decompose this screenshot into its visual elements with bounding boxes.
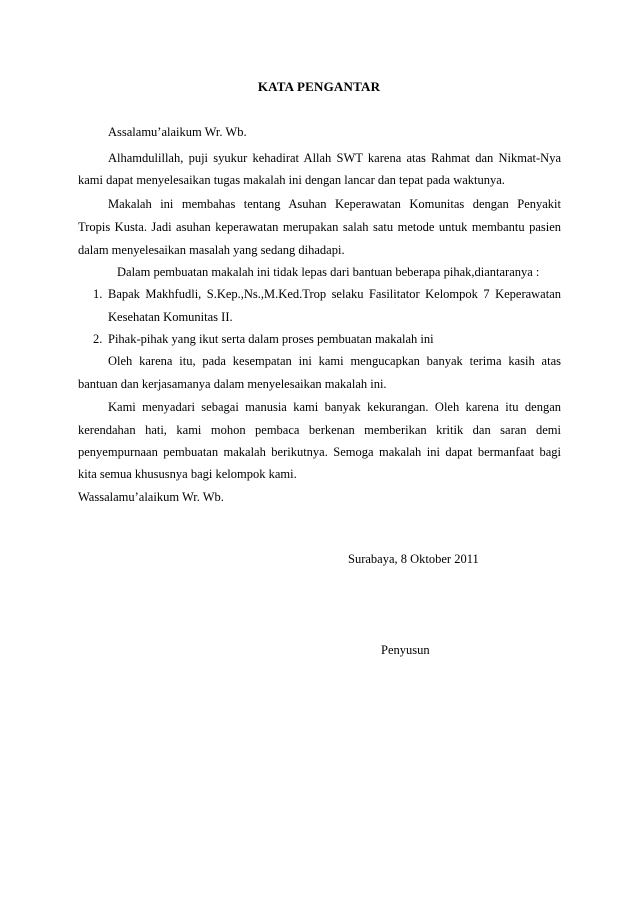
list-item-line-1: Pihak-pihak yang ikut serta dalam proses pembuatan makalah ini [108, 332, 434, 346]
place-date: Surabaya, 8 Oktober 2011 [348, 552, 479, 566]
signature-label: Penyusun [381, 643, 430, 657]
paragraph-5-line-4: kita semua khususnya bagi kelompok kami. [78, 467, 297, 481]
paragraph-1-line-1: Alhamdulillah, puji syukur kehadirat Allah SWT karena atas Rahmat dan Nikmat-Nya [108, 151, 561, 165]
paragraph-1-line-2: kami dapat menyelesaikan tugas makalah ini dengan lancar dan tepat pada waktunya. [78, 173, 505, 187]
greeting: Assalamu’alaikum Wr. Wb. [108, 125, 247, 139]
paragraph-2-line-2: Tropis Kusta. Jadi asuhan keperawatan merupakan salah satu metode untuk membantu pasien [78, 220, 561, 234]
paragraph-2-line-1: Makalah ini membahas tentang Asuhan Keperawatan Komunitas dengan Penyakit [108, 197, 561, 211]
list-item-line-1: Bapak Makhfudli, S.Kep.,Ns.,M.Ked.Trop selaku Fasilitator Kelompok 7 Keperawatan [108, 287, 561, 301]
paragraph-5-line-2: kerendahan hati, kami mohon pembaca berkenan memberikan kritik dan saran demi [78, 423, 561, 437]
paragraph-4-line-2: bantuan dan kerjasamanya dalam menyelesaikan makalah ini. [78, 377, 387, 391]
paragraph-5-line-1: Kami menyadari sebagai manusia kami banyak kekurangan. Oleh karena itu dengan [108, 400, 561, 414]
farewell: Wassalamu’alaikum Wr. Wb. [78, 490, 224, 504]
paragraph-4-line-1: Oleh karena itu, pada kesempatan ini kami mengucapkan banyak terima kasih atas [108, 354, 561, 368]
list-item-line-2: Kesehatan Komunitas II. [108, 310, 233, 324]
paragraph-2-line-3: dalam menyelesaikan masalah yang sedang dihadapi. [78, 243, 345, 257]
list-item-number: 1. [93, 287, 103, 301]
list-item-number: 2. [93, 332, 103, 346]
page-title: KATA PENGANTAR [257, 79, 381, 94]
paragraph-3: Dalam pembuatan makalah ini tidak lepas dari bantuan beberapa pihak,diantaranya : [117, 265, 540, 279]
paragraph-5-line-3: penyempurnaan pembuatan makalah berikutnya. Semoga makalah ini dapat bermanfaat bagi [78, 445, 561, 459]
